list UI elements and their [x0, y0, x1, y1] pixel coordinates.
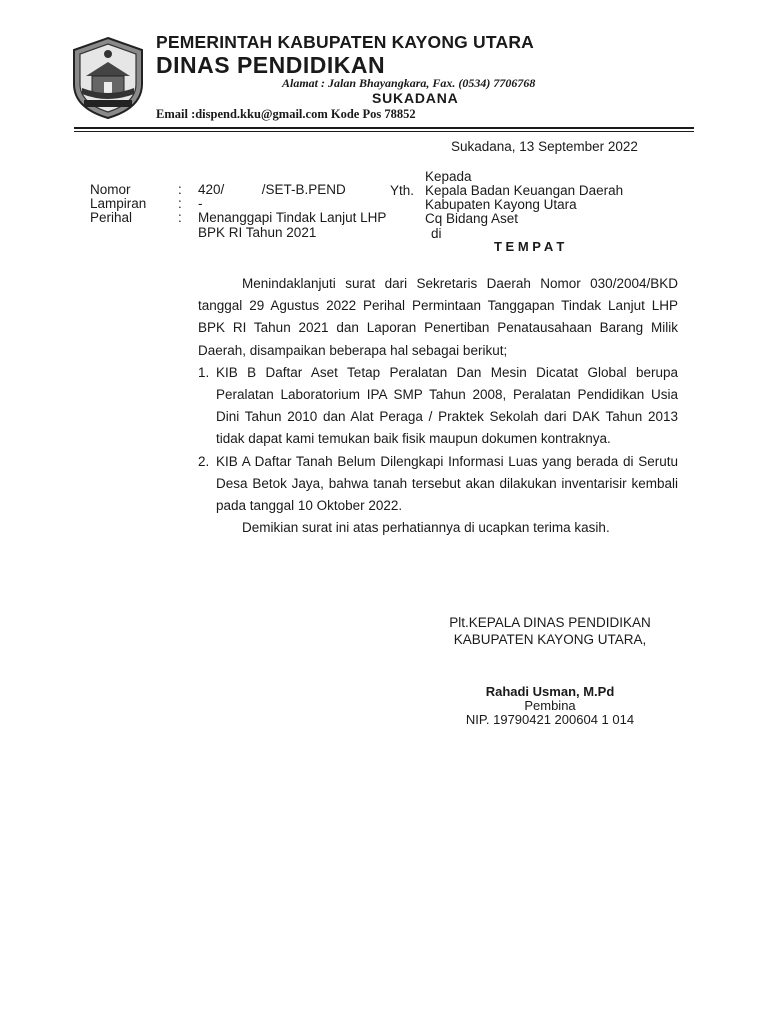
body-intro: Menindaklanjuti surat dari Sekretaris Daerah Nomor 030/2004/BKD tanggal 29 Agustus 2022 Perihal Permintaan Tanggapan Tindak Lanjut LHP BPK RI Tahun 2021 dan Laporan Penertiban Penatausahaan Barang Milik Daerah, disampaikan beberapa hal sebagai berikut;: [198, 276, 678, 358]
list-item-number: 2.: [198, 453, 210, 469]
recipient-kepada: Kepada: [425, 169, 472, 184]
lampiran-value: -: [198, 196, 203, 211]
nomor-label: Nomor: [90, 182, 131, 197]
nomor-colon: :: [178, 182, 182, 197]
letterhead-city: SUKADANA: [372, 90, 459, 106]
nomor-value: 420/ /SET-B.PEND: [198, 182, 346, 197]
kayong-utara-emblem-icon: [68, 36, 148, 120]
letterhead-address: Alamat : Jalan Bhayangkara, Fax. (0534) 7706768: [282, 76, 536, 90]
list-item-text: KIB B Daftar Aset Tetap Peralatan Dan Mesin Dicatat Global berupa Peralatan Laboratorium IPA SMP Tahun 2008, Peralatan Pendidikan Usia Dini Tahun 2010 dan Alat Peraga / Praktek Sekolah dari DAK Tahun 2013 tidak dapat kami temukan baik fisik maupun dokumen kontraknya.: [216, 364, 678, 447]
recipient-line2: Kabupaten Kayong Utara: [425, 197, 577, 212]
letterhead-divider: [74, 127, 694, 132]
letterhead-government: PEMERINTAH KABUPATEN KAYONG UTARA: [156, 32, 534, 52]
signature-name: Rahadi Usman, M.Pd: [485, 684, 615, 699]
signature-title1: Plt.KEPALA DINAS PENDIDIKAN: [449, 615, 651, 630]
recipient-line3: Cq Bidang Aset: [425, 211, 519, 226]
body-closing: Demikian surat ini atas perhatiannya di ucapkan terima kasih.: [242, 520, 610, 536]
recipient-di: di: [431, 226, 442, 241]
list-item-text: KIB A Daftar Tanah Belum Dilengkapi Informasi Luas yang berada di Serutu Desa Betok Jaya, bahwa tanah tersebut akan dilakukan inventarisir kembali pada tanggal 10 Oktober 2022.: [216, 453, 678, 514]
perihal-label: Perihal: [90, 210, 133, 225]
lampiran-label: Lampiran: [90, 196, 147, 211]
signature-person: [410, 685, 690, 727]
signature-title2: KABUPATEN KAYONG UTARA,: [453, 632, 647, 647]
signature-nip: NIP. 19790421 200604 1 014: [465, 712, 635, 727]
recipient-yth: Yth.: [390, 183, 415, 198]
letterhead-office: DINAS PENDIDIKAN: [156, 52, 386, 78]
perihal-colon: :: [178, 210, 182, 225]
letter-date: Sukadana, 13 September 2022: [451, 139, 638, 154]
signature-block: [410, 614, 690, 648]
letterhead-email: Email :dispend.kku@gmail.com Kode Pos 78852: [156, 107, 416, 121]
list-item: [198, 362, 678, 451]
perihal-line2: BPK RI Tahun 2021: [198, 225, 317, 240]
list-item-number: 1.: [198, 364, 210, 380]
list-item: [198, 451, 678, 518]
signature-rank: Pembina: [524, 698, 576, 713]
letter-body: [198, 273, 678, 539]
perihal-line1: Menanggapi Tindak Lanjut LHP: [198, 210, 387, 225]
recipient-tempat: T E M P A T: [494, 239, 565, 254]
lampiran-colon: :: [178, 196, 182, 211]
recipient-line1: Kepala Badan Keuangan Daerah: [425, 183, 624, 198]
